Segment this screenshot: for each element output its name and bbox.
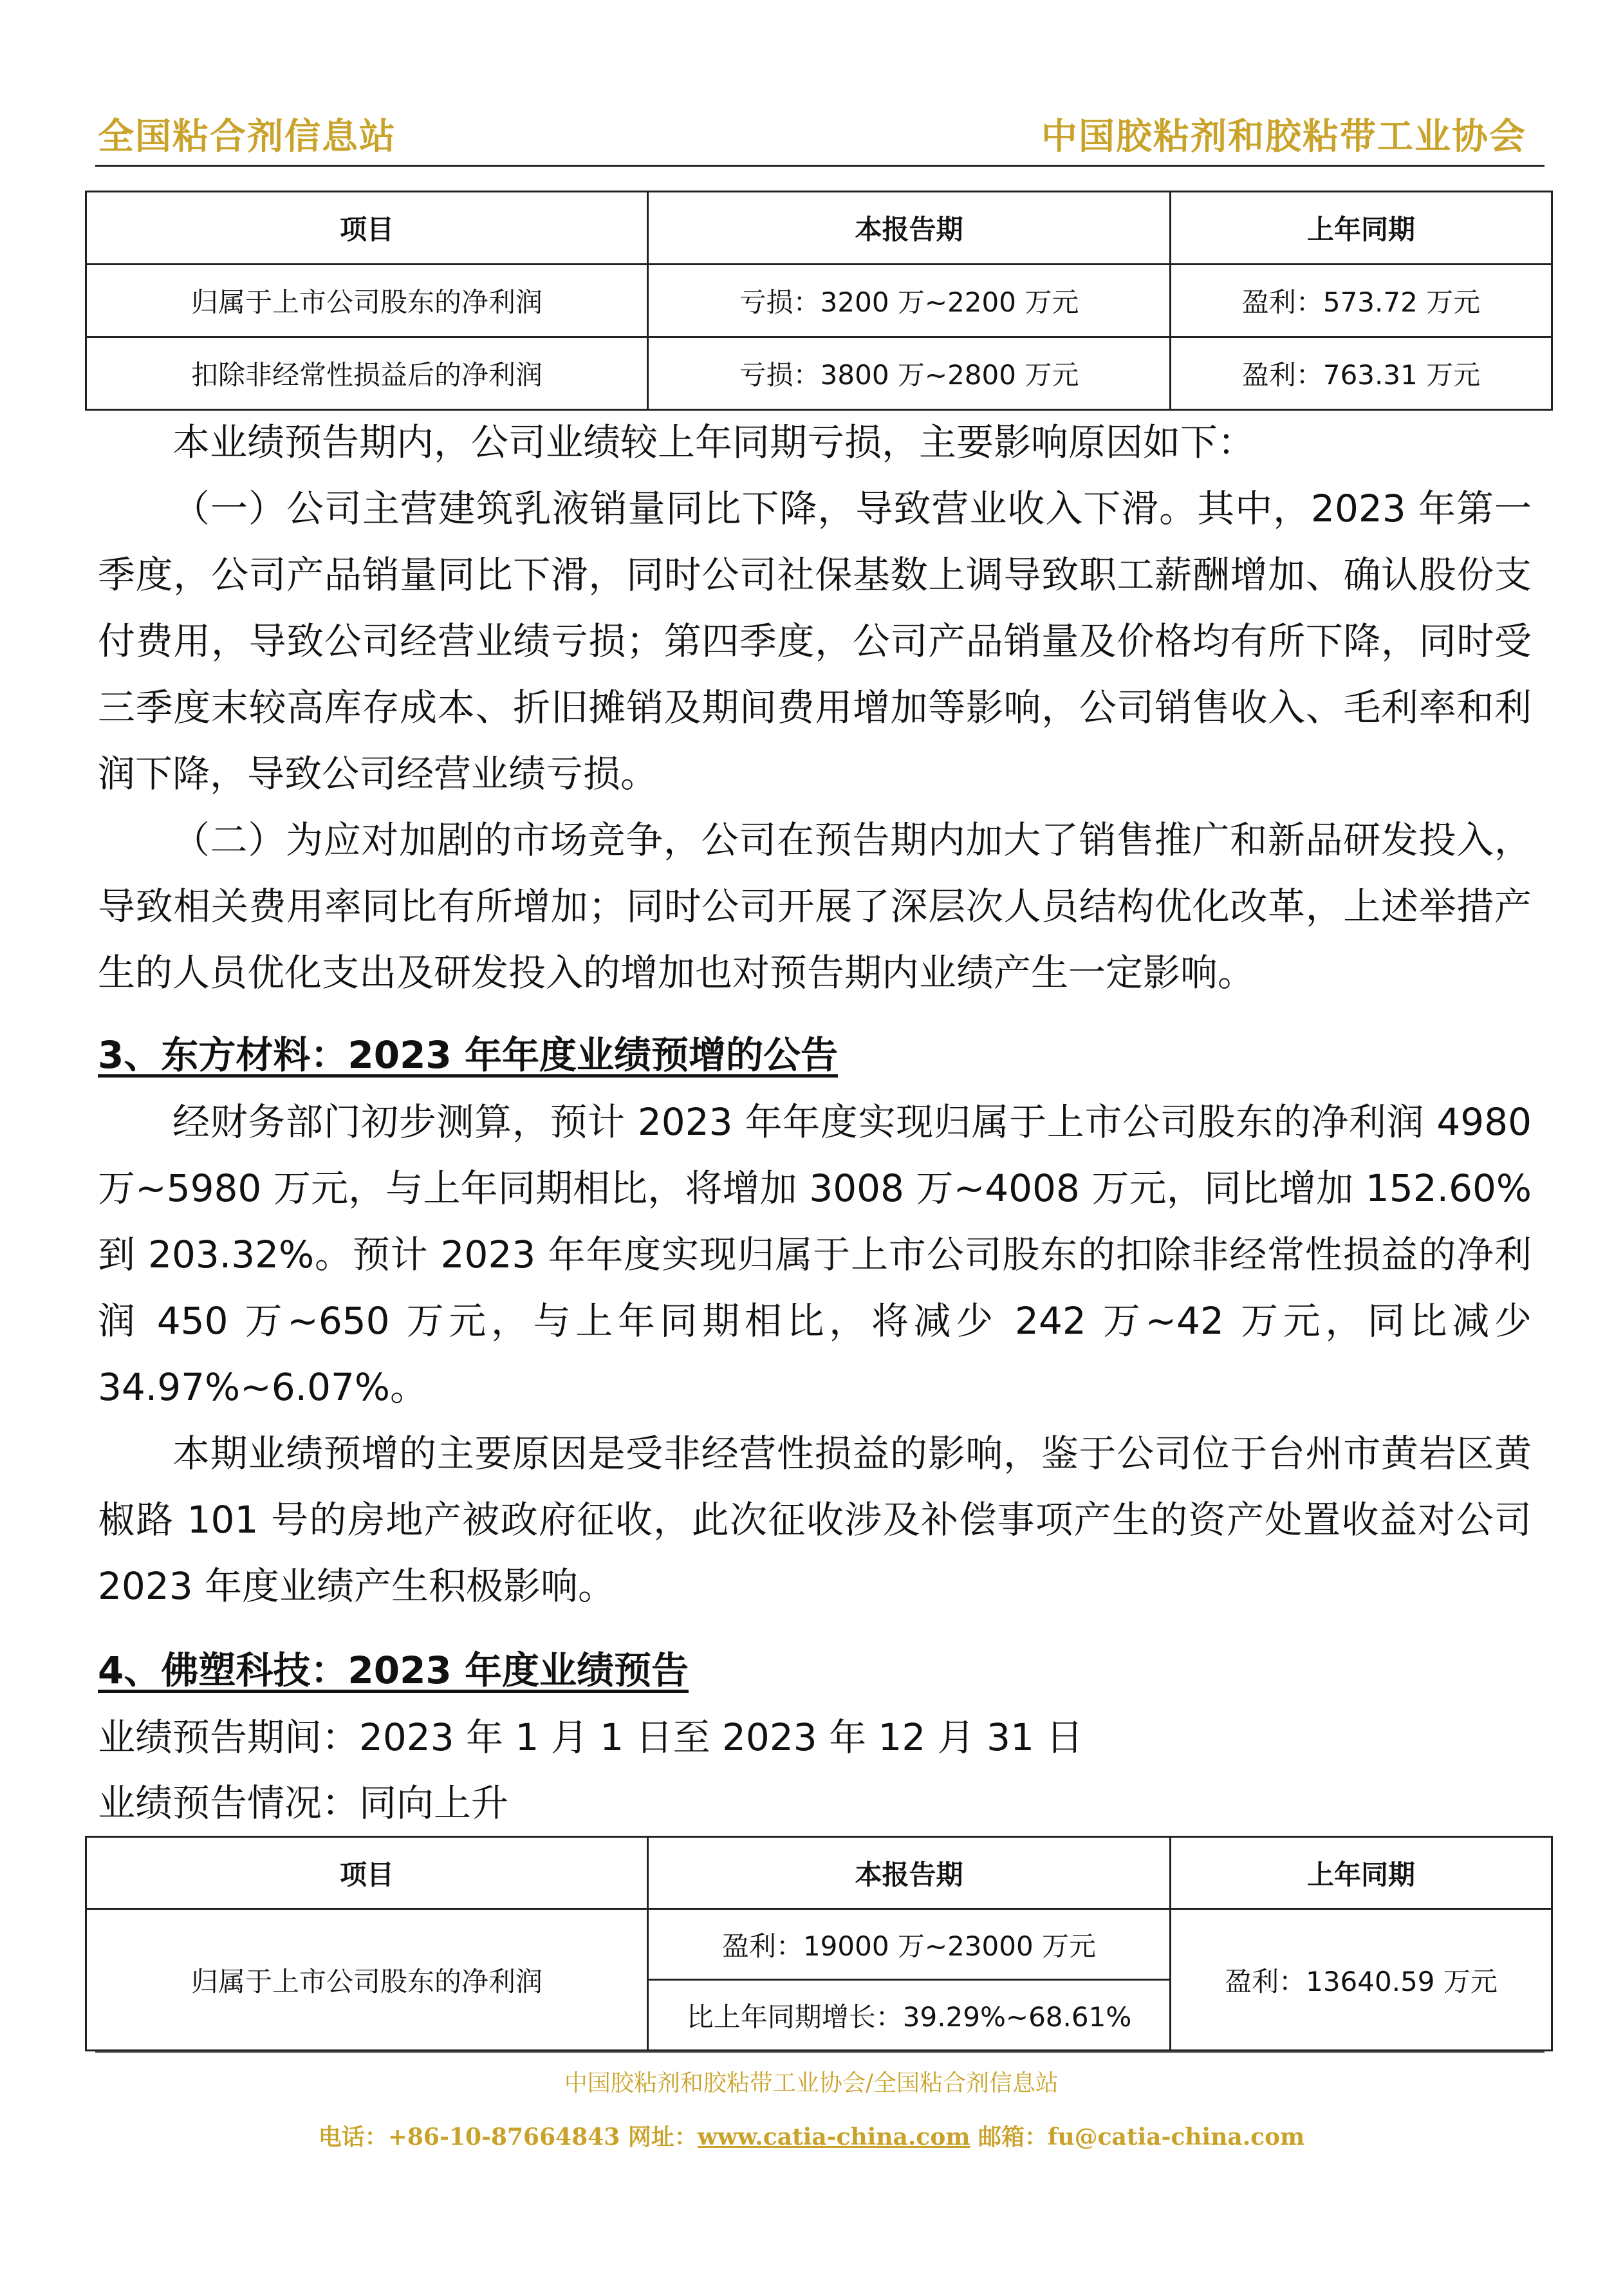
- paragraph-reason-2: （二）为应对加剧的市场竞争，公司在预告期内加大了销售推广和新品研发投入，导致相关费用率同比有所增加；同时公司开展了深层次人员结构优化改革，上述举措产生的人员优化支出及研发投入的增加也对预告期内业绩产生一定影响。: [98, 818, 1532, 994]
- table-cell: 盈利：19000 万~23000 万元: [648, 1909, 1171, 1980]
- column-header: 上年同期: [1171, 1837, 1552, 1909]
- footer-website-link[interactable]: www.catia-china.com: [697, 2123, 970, 2151]
- section-4-heading: 4、佛塑科技：2023 年度业绩预告: [98, 1648, 689, 1692]
- section-3-paragraph-2: 本期业绩预增的主要原因是受非经营性损益的影响，鉴于公司位于台州市黄岩区黄椒路 101 号的房地产被政府征收，此次征收涉及补偿事项产生的资产处置收益对公司 2023 年度业绩产生积极影响。: [98, 1432, 1532, 1608]
- table-row: [86, 337, 1552, 410]
- header-association-name: 中国胶粘剂和胶粘带工业协会: [1041, 116, 1526, 158]
- column-header: 上年同期: [1171, 192, 1552, 265]
- column-header: 本报告期: [648, 1837, 1171, 1909]
- paragraph-intro: 本业绩预告期内，公司业绩较上年同期亏损，主要影响原因如下：: [172, 420, 1256, 464]
- column-header: 项目: [86, 1837, 648, 1909]
- table-cell: 比上年同期增长：39.29%~68.61%: [648, 1980, 1171, 2051]
- table-cell: 归属于上市公司股东的净利润: [86, 1909, 648, 2051]
- forecast-period: 业绩预告期间：2023 年 1 月 1 日至 2023 年 12 月 31 日: [98, 1715, 1084, 1759]
- forecast-table-1: [85, 191, 1553, 411]
- footer-organization: 中国胶粘剂和胶粘带工业协会/全国粘合剂信息站: [564, 2070, 1059, 2096]
- table-cell: 亏损：3800 万~2800 万元: [648, 337, 1171, 410]
- section-3-heading: 3、东方材料：2023 年年度业绩预增的公告: [98, 1033, 838, 1077]
- footer-email-link[interactable]: fu@catia-china.com: [1047, 2123, 1305, 2151]
- table-row: [86, 265, 1552, 337]
- table-header-row: [86, 192, 1552, 265]
- paragraph-reason-1: （一）公司主营建筑乳液销量同比下降，导致营业收入下滑。其中，2023 年第一季度，公司产品销量同比下滑，同时公司社保基数上调导致职工薪酬增加、确认股份支付费用，导致公司经营业绩亏损；第四季度，公司产品销量及价格均有所下降，同时受三季度末较高库存成本、折旧摊销及期间费用增加等影响，公司销售收入、毛利率和利润下降，导致公司经营业绩亏损。: [98, 487, 1532, 796]
- footer-contact: [0, 2119, 1623, 2152]
- footer-phone: 电话：+86-10-87664843 网址：: [318, 2123, 698, 2151]
- footer-rule: [95, 2051, 1544, 2053]
- table-cell: 盈利：763.31 万元: [1171, 337, 1552, 410]
- column-header: 本报告期: [648, 192, 1171, 265]
- table-cell: 盈利：13640.59 万元: [1171, 1909, 1552, 2051]
- header-site-name: 全国粘合剂信息站: [98, 116, 396, 158]
- footer-email-label: 邮箱：: [970, 2123, 1048, 2151]
- forecast-table-2: [85, 1836, 1553, 2051]
- header-rule: [95, 165, 1544, 167]
- section-3-paragraph-1: 经财务部门初步测算，预计 2023 年年度实现归属于上市公司股东的净利润 4980 万~5980 万元，与上年同期相比，将增加 3008 万~4008 万元，同比增加 152.60% 到 203.32%。预计 2023 年年度实现归属于上市公司股东的扣除非经常性损益的净利润 450 万~650 万元，与上年同期相比，将减少 242 万~42 万元，同比减少 34.97%~6.07%。: [98, 1100, 1532, 1409]
- table-cell: 盈利：573.72 万元: [1171, 265, 1552, 337]
- table-cell: 扣除非经常性损益后的净利润: [86, 337, 648, 410]
- forecast-situation: 业绩预告情况：同向上升: [98, 1781, 509, 1825]
- table-row: [86, 1909, 1552, 1980]
- table-cell: 归属于上市公司股东的净利润: [86, 265, 648, 337]
- column-header: 项目: [86, 192, 648, 265]
- table-cell: 亏损：3200 万~2200 万元: [648, 265, 1171, 337]
- table-header-row: [86, 1837, 1552, 1909]
